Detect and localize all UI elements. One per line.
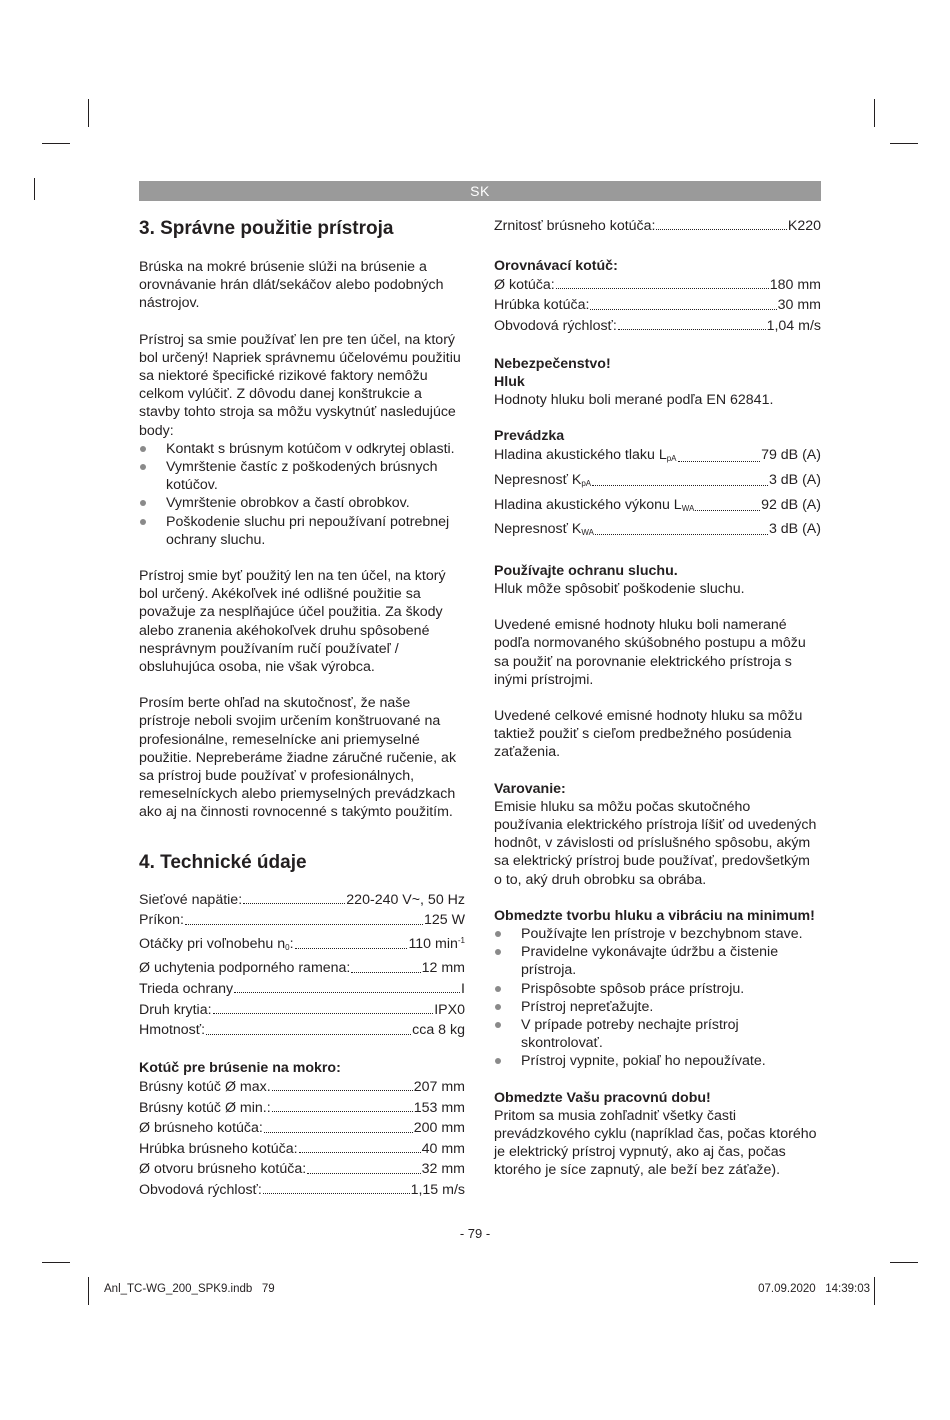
spec-value: 110 $\min^{-1}$ xyxy=(408,935,465,952)
dressing-wheel-title: Orovnávací kotúč: xyxy=(494,257,618,274)
crop-mark xyxy=(42,1262,70,1263)
spec-row xyxy=(494,445,821,470)
risk-list xyxy=(139,440,465,549)
spec-value: 3 dB (A) xyxy=(768,521,821,538)
limit-noise-title: Obmedzte tvorbu hluku a vibráciu na minimum! xyxy=(494,907,815,924)
spec-label: Hladina akustického tlaku $L_{pA}$ xyxy=(494,447,677,464)
work-time-text: Pritom sa musia zohľadniť všetky časti prevádzkového cyklu (napríklad čas, počas ktorého je elektrický prístroj vypnutý, ako aj čas, počas ktorého je síce zapnutý, ale beží bez záťaže). xyxy=(494,1107,817,1179)
hearing-protection-title: Používajte ochranu sluchu. xyxy=(494,562,678,579)
spec-label: Obvodová rýchlosť: xyxy=(139,1182,262,1199)
spec-row xyxy=(139,1180,465,1201)
spec-label: Sieťové napätie: xyxy=(139,891,243,908)
crop-mark xyxy=(890,143,918,144)
list-item: Kontakt s brúsnym kotúčom v odkrytej oblasti. xyxy=(139,440,465,458)
spec-label: Nepresnosť $K_{pA}$ xyxy=(494,471,592,488)
emission-paragraph-1: Uvedené emisné hodnoty hluku boli namerané podľa normovaného skúšobného postupu a môžu sa použiť na porovnanie elektrického prístroja s inými prístrojmi. xyxy=(494,617,806,688)
spec-label: Otáčky pri voľnobehu $n_0$: xyxy=(139,935,294,952)
dressing-spec-list xyxy=(494,275,821,337)
spec-row xyxy=(494,519,821,544)
spec-label: Príkon: xyxy=(139,912,184,929)
spec-value: 200 mm xyxy=(413,1120,465,1137)
spec-label: Hrúbka kotúča: xyxy=(494,297,590,314)
warning-text: Emisie hluku sa môžu počas skutočného používania elektrického prístroja líšiť od uvedených hodnôt, v závislosti od príslušného spôsobu, akým sa elektrický prístroj bude používať, predovšetkým o to, aký druh obrobku sa obrába. xyxy=(494,798,817,888)
spec-value: IPX0 xyxy=(434,1001,465,1018)
spec-label: Brúsny kotúč Ø min.: xyxy=(139,1099,271,1116)
spec-row xyxy=(494,295,821,316)
list-item: Vymrštenie častíc z poškodených brúsnych kotúčov. xyxy=(139,458,465,494)
page-number: - 79 - xyxy=(459,1226,491,1241)
spec-row xyxy=(139,890,465,911)
spec-label: Ø otvoru brúsneho kotúča: xyxy=(139,1161,307,1178)
spec-label: Druh krytia: xyxy=(139,1001,212,1018)
spec-row xyxy=(139,1000,465,1021)
spec-label: Ø kotúča: xyxy=(494,276,555,293)
list-item: Používajte len prístroje v bezchybnom stave. xyxy=(494,925,821,943)
wet-wheel-title: Kotúč pre brúsenie na mokro: xyxy=(139,1059,341,1076)
right-column xyxy=(494,216,821,1180)
spec-label: Obvodová rýchlosť: xyxy=(494,317,617,334)
spec-value: 1,15 m/s xyxy=(410,1182,465,1199)
file-name: Anl_TC-WG_200_SPK9.indb 79 xyxy=(104,1283,275,1295)
spec-row xyxy=(139,1098,465,1119)
spec-value: cca 8 kg xyxy=(412,1022,465,1039)
crop-mark xyxy=(890,1262,918,1263)
spec-row xyxy=(494,470,821,495)
crop-mark xyxy=(88,1277,89,1305)
wet-spec-list xyxy=(139,1077,465,1201)
language-header xyxy=(139,181,821,201)
operation-spec-list xyxy=(494,445,821,543)
spec-value: 180 mm xyxy=(769,276,821,293)
list-item: Poškodenie sluchu pri nepoužívaní potrebnej ochrany sluchu. xyxy=(139,513,465,549)
language-code: SK xyxy=(470,183,490,199)
spec-value: 3 dB (A) xyxy=(768,471,821,488)
spec-row xyxy=(139,1159,465,1180)
spec-value: 153 mm xyxy=(413,1099,465,1116)
emission-paragraph-2: Uvedené celkové emisné hodnoty hluku sa môžu taktiež použiť s cieľom predbežného posúdenia zaťaženia. xyxy=(494,707,803,761)
list-item: Prístroj vypnite, pokiaľ ho nepoužívate. xyxy=(494,1052,821,1070)
section-3-title: 3. Správne použitie prístroja xyxy=(139,218,394,239)
spec-row xyxy=(139,1020,465,1041)
limit-noise-list xyxy=(494,925,821,1071)
spec-list xyxy=(139,890,465,1041)
section-3-paragraph-3: Prístroj smie byť použitý len na ten účel, na ktorý bol určený. Akékoľvek iné odlišné použitie sa považuje za nesplňajúce účel použitia. Za škody alebo zranenia akéhokoľvek druhu spôsobené nesprávnym používaním ručí používateľ / obsluhujúca osoba, nie však výrobca. xyxy=(139,568,446,676)
list-item: Pravidelne vykonávajte údržbu a čistenie prístroja. xyxy=(494,943,821,979)
spec-row xyxy=(139,1118,465,1139)
spec-row xyxy=(139,979,465,1000)
spec-label: Zrnitosť brúsneho kotúča: xyxy=(494,218,656,234)
list-item: Prístroj nepreťažujte. xyxy=(494,998,821,1016)
spec-row xyxy=(139,931,465,959)
noise-title: Hluk xyxy=(494,373,525,390)
spec-row xyxy=(494,275,821,296)
spec-value: 40 mm xyxy=(421,1140,465,1157)
spec-label: Hrúbka brúsneho kotúča: xyxy=(139,1140,298,1157)
spec-value: 220-240 V~, 50 Hz xyxy=(346,891,465,908)
spec-value: 30 mm xyxy=(777,297,821,314)
section-3-paragraph-1: Brúska na mokré brúsenie slúži na brúsenie a orovnávanie hrán dlát/sekáčov alebo podobných nástrojov. xyxy=(139,259,444,312)
section-3-paragraph-4: Prosím berte ohľad na skutočnosť, že naše prístroje neboli svojim určením konštruované na profesionálne, remeselnícke ani priemyselné použitie. Nepreberáme žiadne záručné ručenie, ak sa prístroj bude používať v profesionálnych, remeselníckych alebo priemyselných prevádzkach ako aj na činnosti rovnocenné s takýmto použitím. xyxy=(139,695,457,821)
spec-value: 92 dB (A) xyxy=(761,496,821,513)
section-4-title: 4. Technické údaje xyxy=(139,851,307,873)
spec-label: Ø brúsneho kotúča: xyxy=(139,1120,263,1137)
spec-value: K220 xyxy=(787,218,821,234)
spec-value: 207 mm xyxy=(413,1079,465,1096)
spec-row xyxy=(139,1139,465,1160)
spec-value: I xyxy=(461,981,465,998)
spec-row xyxy=(139,958,465,979)
noise-text: Hodnoty hluku boli merané podľa EN 62841. xyxy=(494,391,774,408)
left-column xyxy=(139,216,465,1201)
work-time-title: Obmedzte Vašu pracovnú dobu! xyxy=(494,1089,711,1106)
spec-label: Hmotnosť: xyxy=(139,1022,206,1039)
spec-value: 32 mm xyxy=(421,1161,465,1178)
grit-row xyxy=(494,216,821,237)
crop-mark xyxy=(34,178,35,200)
list-item: V prípade potreby nechajte prístroj skontrolovať. xyxy=(494,1016,821,1052)
section-3-paragraph-2: Prístroj sa smie používať len pre ten účel, na ktorý bol určený! Napriek správnemu účelovému použitiu sa niektoré špecifické rizikové faktory nemôžu celkom vylúčiť. Z dôvodu danej konštrukcie a stavby tohto stroja sa môžu vyskytnúť nasledujúce body: xyxy=(139,331,461,439)
danger-title: Nebezpečenstvo! xyxy=(494,355,611,372)
crop-mark xyxy=(874,1277,875,1305)
crop-mark xyxy=(88,99,89,127)
warning-title: Varovanie: xyxy=(494,780,566,797)
spec-row xyxy=(139,910,465,931)
operation-title: Prevádzka xyxy=(494,428,565,445)
list-item: Prispôsobte spôsob práce prístroju. xyxy=(494,980,821,998)
hearing-protection-text: Hluk môže spôsobiť poškodenie sluchu. xyxy=(494,580,745,597)
print-datetime: 07.09.2020 14:39:03 xyxy=(758,1283,870,1295)
spec-row xyxy=(494,316,821,337)
spec-value: 79 dB (A) xyxy=(761,447,821,464)
list-item: Vymrštenie obrobkov a častí obrobkov. xyxy=(139,494,465,512)
spec-row xyxy=(494,495,821,520)
spec-value: 1,04 m/s xyxy=(766,317,821,334)
spec-row xyxy=(139,1077,465,1098)
spec-label: Hladina akustického výkonu $L_{WA}$ xyxy=(494,496,695,513)
spec-label: Trieda ochrany xyxy=(139,981,234,998)
spec-value: 125 W xyxy=(423,912,465,929)
crop-mark xyxy=(42,143,70,144)
crop-mark xyxy=(874,99,875,127)
spec-value: 12 mm xyxy=(421,960,465,977)
spec-label: Nepresnosť $K_{WA}$ xyxy=(494,521,594,538)
spec-label: Ø uchytenia podporného ramena: xyxy=(139,960,351,977)
spec-label: Brúsny kotúč Ø max. xyxy=(139,1079,271,1096)
